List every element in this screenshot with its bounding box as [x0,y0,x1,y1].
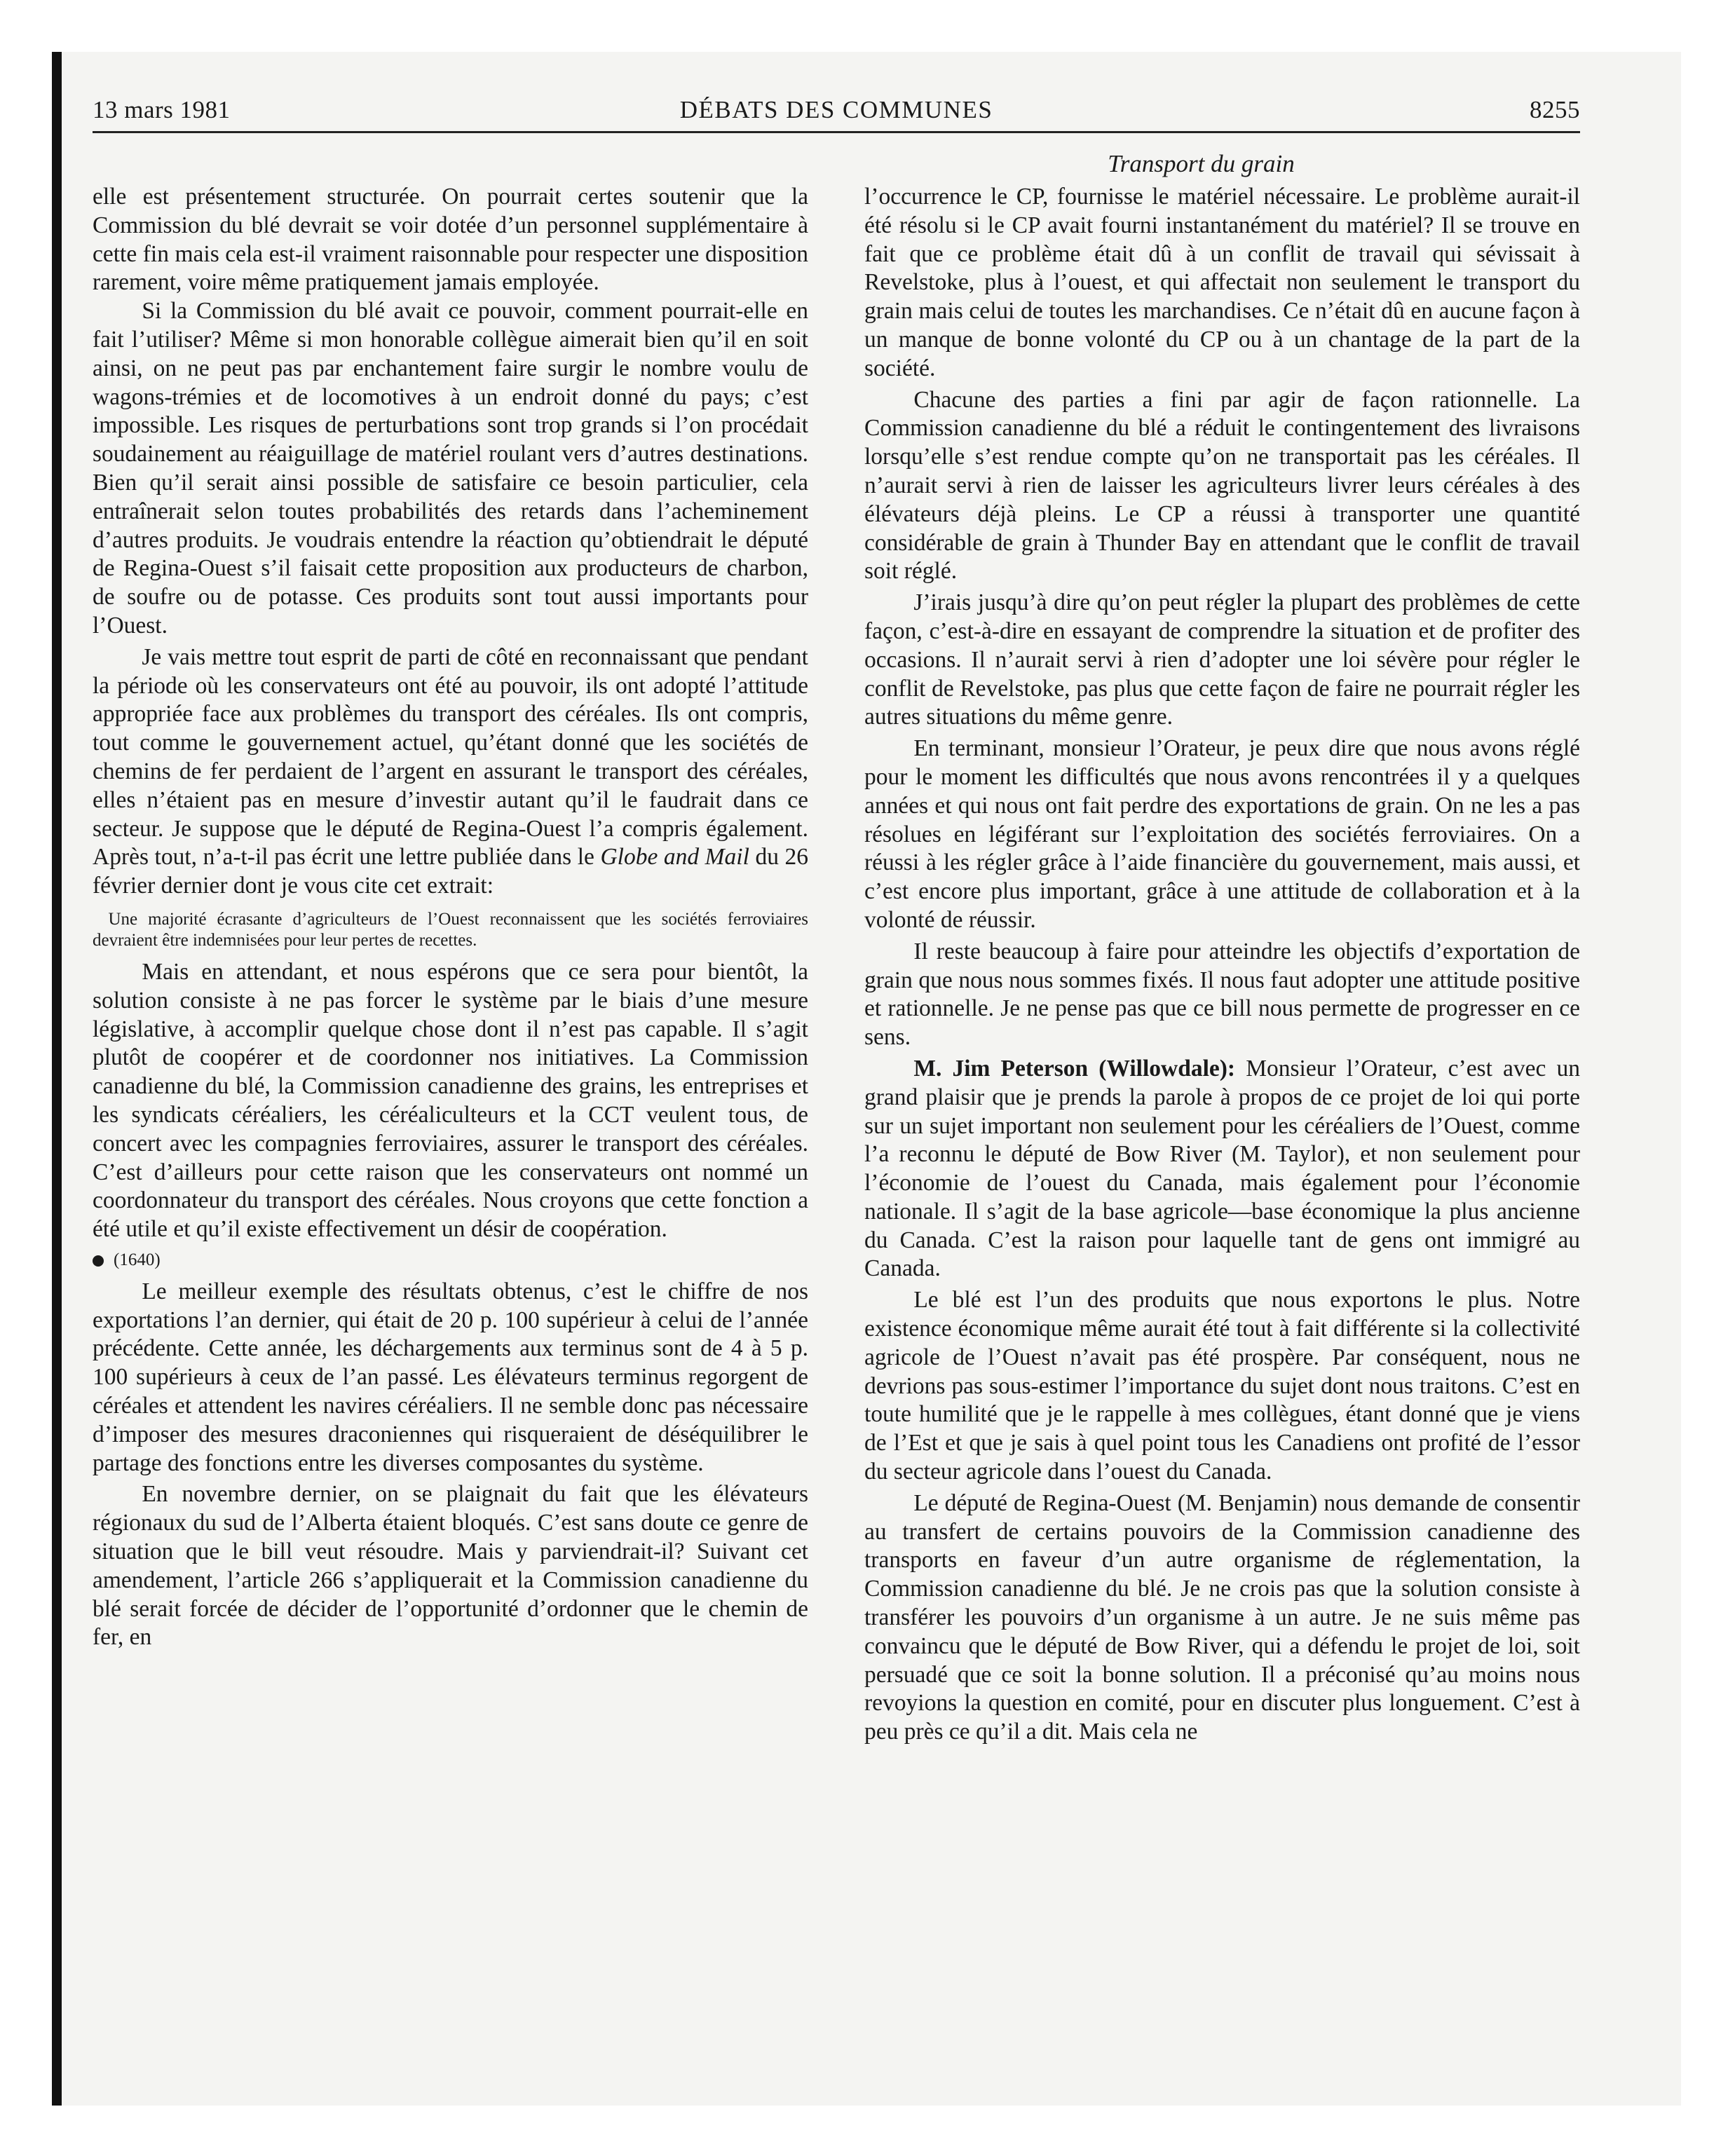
paragraph [93,643,808,901]
paragraph-text: Monsieur l’Orateur, c’est avec un grand plaisir que je prends la parole à propos de ce projet de loi qui porte sur un sujet important non seulement pour les céréaliers de l’Ouest, comme l’a reconnu le député de Bow River (M. Taylor), et non seulement pour l’économie de l’ouest du Canada, mais également pour l’économie nationale. Il s’agit de la base agricole—base économique la plus ancienne du Canada. C’est la raison pour laquelle tant de gens ont immigré au Canada. [864,1055,1580,1282]
paragraph-text: Je vais mettre tout esprit de parti de côté en reconnaissant que pendant la période où les conservateurs ont été au pouvoir, ils ont adopté l’attitude appropriée face aux problèmes du transport des céréales. Ils ont compris, tout comme le gouvernement actuel, qu’étant donné que les sociétés de chemins de fer perdaient de l’argent en assurant le transport des céréales, elles n’étaient pas en mesure d’investir autant qu’il le faudrait dans ce secteur. Je suppose que le député de Regina-Ouest l’a compris également. Après tout, n’a-t-il pas écrit une lettre publiée dans le [93,643,808,871]
speech-paragraph [864,1055,1580,1283]
section-rubric: Transport du grain [1108,150,1295,177]
header-title: DÉBATS DES COMMUNES [679,96,993,123]
paragraph: Le meilleur exemple des résultats obtenus, c’est le chiffre de nos exportations l’an dernier, qui était de 20 p. 100 supérieur à celui de l’année précédente. Cette année, les déchargements aux terminus sont de 4 à 5 p. 100 supérieurs à ceux de l’an passé. Les élévateurs terminus regorgent de céréales et attendent les navires céréaliers. Il ne semble donc pas nécessaire d’imposer des mesures draconiennes qui risqueraient de déséquilibrer le partage des fonctions entre les diverses composantes du système. [93,1278,808,1476]
paragraph: Si la Commission du blé avait ce pouvoir, comment pourrait-elle en fait l’utiliser? Même si mon honorable collègue aimerait bien qu’il en soit ainsi, on ne peut pas par enchantement faire surgir le nombre voulu de wagons-trémies et de locomotives à un endroit donné du pays; c’est impossible. Les risques de perturbations sont trop grands si l’on procédait soudainement au réaiguillage de matériel roulant vers d’autres destinations. Bien qu’il serait ainsi possible de satisfaire ce besoin particulier, cela entraînerait selon toutes probabilités des retards dans l’acheminement d’autres produits. Je voudrais entendre la réaction qu’obtiendrait le député de Regina-Ouest s’il faisait cette proposition aux producteurs de charbon, de soufre ou de potasse. Ces produits sont tout aussi importants pour l’Ouest. [93,298,808,639]
page-number: 8255 [1530,96,1580,123]
running-header [93,95,1580,133]
paragraph: Mais en attendant, et nous espérons que ce sera pour bientôt, la solution consiste à ne pas forcer le système par le biais d’une mesure législative, à accomplir quelque chose dont il n’est pas capable. Il s’agit plutôt de coopérer et de coordonner nos initiatives. La Commission canadienne du blé, la Commission canadienne des grains, les entreprises et les syndicats céréaliers, les céréaliculteurs et la CCT veulent tous, de concert avec les compagnies ferroviaires, assurer le transport des céréales. C’est d’ailleurs pour cette raison que les conservateurs ont nommé un coordonnateur du transport des céréales. Nous croyons que cette fonction a été utile et qu’il existe effectivement un désir de coopération. [93,958,808,1243]
time-marker [93,1244,808,1278]
header-date: 13 mars 1981 [93,96,231,123]
right-column [864,183,1580,1747]
newspaper-title: Globe and Mail [600,844,749,871]
paragraph: Il reste beaucoup à faire pour atteindre les objectifs d’exportation de grain que nous nous sommes fixés. Il nous faut adopter une attitude positive et rationnelle. Je ne pense pas que ce bill nous permette de progresser en ce sens. [864,938,1580,1051]
time-marker-text: (1640) [114,1250,161,1270]
paragraph: elle est présentement structurée. On pourrait certes soutenir que la Commission du blé devrait se voir dotée d’un personnel supplémentaire à cette fin mais cela est-il vraiment raisonnable pour respecter une disposition rarement, voire même pratiquement jamais employée. [93,184,808,296]
paragraph: Chacune des parties a fini par agir de façon rationnelle. La Commission canadienne du blé a réduit le contingentement des livraisons lorsqu’elle s’est rendue compte qu’on ne transportait pas les céréales. Il n’aurait servi à rien de laisser les agriculteurs livrer leurs céréales à des élévateurs déjà pleins. Le CP a réussi à transporter une quantité considérable de grain à Thunder Bay en attendant que le conflit de travail soit réglé. [864,386,1580,585]
block-quote: Une majorité écrasante d’agriculteurs de l’Ouest reconnaissent que les sociétés ferroviaires devraient être indemnisées pour leur pertes de recettes. [93,909,808,950]
speaker-name: M. Jim Peterson (Willowdale): [913,1055,1236,1082]
paragraph: l’occurrence le CP, fournisse le matériel nécessaire. Le problème aurait-il été résolu si le CP avait fourni instantanément du matériel? Il se trouve en fait que ce problème était dû à un conflit de travail qui sévissait à Revelstoke, plus à l’ouest, et qui affectait non seulement le transport du grain mais celui de toutes les marchandises. Ce n’était dû en aucune façon à un manque de bonne volonté du CP ou à un chantage de la part de la société. [864,184,1580,381]
left-column [93,183,808,1652]
bullet-icon [93,1255,104,1267]
scan-edge [52,52,62,2106]
paragraph: En terminant, monsieur l’Orateur, je peux dire que nous avons réglé pour le moment les difficultés que nous avons rencontrées il y a quelques années et qui nous ont fait perdre des exportations de grain. On ne les a pas résolues en légiférant sur l’exploitation des sociétés ferroviaires. On a réussi à les régler grâce à l’aide financière du gouvernement, mais aussi, et c’est encore plus important, grâce à une attitude de collaboration et à la volonté de réussir. [864,735,1580,933]
paragraph: Le député de Regina-Ouest (M. Benjamin) nous demande de consentir au transfert de certains pouvoirs de la Commission canadienne des transports en faveur d’un autre organisme de réglementation, la Commission canadienne du blé. Je ne crois pas que la solution consiste à transférer les pouvoirs d’un organisme à un autre. Je ne suis même pas convaincu que le député de Bow River, qui a défendu le projet de loi, soit persuadé que ce soit la bonne solution. Il a préconisé qu’au moins nous revoyions la question en comité, pour en discuter plus longuement. C’est à peu près ce qu’il a dit. Mais cela ne [864,1489,1580,1745]
paragraph: En novembre dernier, on se plaignait du fait que les élévateurs régionaux du sud de l’Alberta étaient bloqués. C’est sans doute ce genre de situation que le bill veut résoudre. Mais y parviendrait-il? Suivant cet amendement, l’article 266 s’appliquerait et la Commission canadienne du blé serait forcée de décider de l’opportunité d’ordonner que le chemin de fer, en [93,1481,808,1651]
paragraph: J’irais jusqu’à dire qu’on peut régler la plupart des problèmes de cette façon, c’est-à-dire en essayant de comprendre la situation et de profiter des occasions. Il n’aurait servi à rien d’adopter une loi sévère pour régler le conflit de Revelstoke, pas plus que cette façon de faire ne pourrait régler les autres situations du même genre. [864,589,1580,730]
paragraph: Le blé est l’un des produits que nous exportons le plus. Notre existence économique même aurait été tout à fait différente si la collectivité agricole de l’Ouest n’avait pas été prospère. Par conséquent, nous ne devrions pas sous-estimer l’importance du sujet dont nous traitons. C’est en toute humilité que je le rappelle à mes collègues, étant donné que je viens de l’Est et que je sais à quel point tous les Canadiens ont profité de l’essor du secteur agricole dans l’ouest du Canada. [864,1287,1580,1485]
paragraph-text: du 26 février dernier dont je vous cite cet extrait: [93,844,809,899]
